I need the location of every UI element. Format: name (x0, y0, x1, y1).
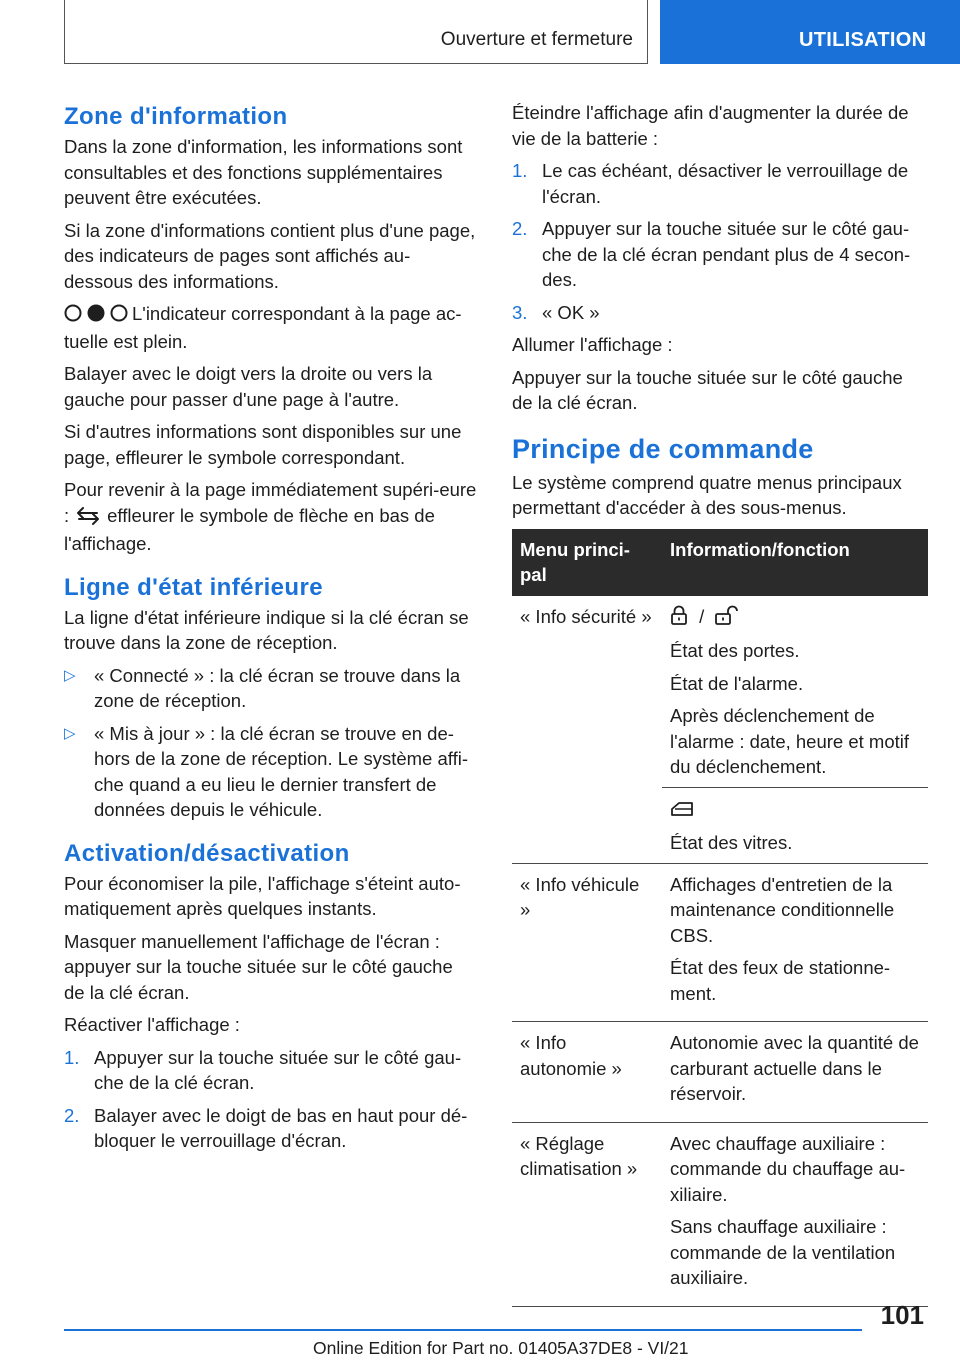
car-window-icon (670, 798, 694, 824)
zone-paragraph-3 (64, 301, 478, 354)
back-arrow-icon (75, 506, 101, 532)
menu-info-vehicule: « Info véhicule » (512, 863, 662, 1022)
zone-paragraph-2: Si la zone d'informations contient plus d'une page, des indicateurs de pages sont affichés au-dessous des informations. (64, 219, 476, 292)
menu-table (512, 529, 928, 1307)
zone-paragraph-6a: Pour revenir à la page immédiatement supéri-eure : (64, 479, 477, 526)
lock-closed-icon (670, 605, 688, 632)
step-number: 2. (64, 1104, 80, 1126)
table-row (512, 1022, 928, 1123)
table-header-row (512, 529, 928, 596)
header-tab-box (660, 0, 960, 64)
list-item: ▷ « Mis à jour » : la clé écran se trouve en de-hors de la zone de réception. Le système affi-che quand a eu lieu le dernier transfert de données depuis le véhicule. (64, 722, 468, 820)
principe-paragraph: Le système comprend quatre menus principaux permettant d'accéder à des sous-menus. (512, 471, 902, 518)
header-chapter-box (64, 0, 648, 64)
list-item: 2. Appuyer sur la touche située sur le côté gau-che de la clé écran pendant plus de 4 secon-des. (512, 218, 911, 290)
step-number: 1. (512, 160, 528, 181)
triangle-bullet-icon: ▷ (64, 724, 76, 742)
eteindre-steps-list (512, 158, 928, 325)
menu-info-autonomie: « Info autonomie » (512, 1022, 662, 1123)
vehicule-line-1: Affichages d'entretien de la maintenance conditionnelle CBS. (670, 873, 895, 946)
vehicule-info-cell (662, 863, 928, 1022)
vitres-sub-cell (662, 787, 928, 856)
clim-line-2: Sans chauffage auxiliaire : commande de la ventilation auxiliaire. (670, 1216, 896, 1288)
table-row (512, 596, 928, 864)
chapter-title: Ouverture et fermeture (440, 29, 633, 50)
vitres-text: État des vitres. (670, 832, 793, 853)
table-row (512, 863, 928, 1022)
right-column (512, 100, 928, 1307)
zone-paragraph-5: Si d'autres informations sont disponibles sur une page, effleurer le symbole correspondant. (64, 421, 462, 468)
allumer-paragraph-2: Appuyer sur la touche située sur le côté gauche de la clé écran. (512, 366, 903, 413)
page-number: 101 (880, 1300, 924, 1330)
lock-open-icon (715, 605, 739, 632)
securite-info-cell (662, 596, 928, 864)
zone-paragraph-4: Balayer avec le doigt vers la droite ou vers la gauche pour passer d'une page à l'autre. (64, 363, 433, 410)
list-item: 1. Appuyer sur la touche située sur le côté gau-che de la clé écran. (64, 1046, 462, 1093)
autonomie-text: Autonomie avec la quantité de carburant actuelle dans le réservoir. (670, 1032, 919, 1104)
act-paragraph-1: Pour économiser la pile, l'affichage s'éteint auto-matiquement après quelques instants. (64, 872, 461, 919)
act-paragraph-3: Réactiver l'affichage : (64, 1014, 240, 1035)
zone-paragraph-3-text: L'indicateur correspondant à la page ac-tuelle est plein. (64, 303, 462, 352)
vehicule-line-2: État des feux de stationne-ment. (670, 957, 891, 1004)
heading-zone-information: Zone d'information (64, 103, 288, 130)
eteindre-paragraph: Éteindre l'affichage afin d'augmenter la durée de vie de la batterie : (512, 102, 909, 149)
list-item: ▷ « Connecté » : la clé écran se trouve dans la zone de réception. (64, 664, 461, 711)
clim-line-1: Avec chauffage auxiliaire : commande du chauffage au-xiliaire. (670, 1132, 906, 1205)
step-number: 1. (64, 1046, 80, 1068)
allumer-paragraph-1: Allumer l'affichage : (512, 334, 673, 355)
ligne-paragraph-1: La ligne d'état inférieure indique si la clé écran se trouve dans la zone de réception. (64, 606, 469, 653)
zone-paragraph-6 (64, 477, 478, 557)
list-item: 1. Le cas échéant, désactiver le verrouillage de l'écran. (512, 160, 909, 207)
menu-reglage-climatisation: « Réglage climatisation » (512, 1122, 662, 1306)
table-row (512, 1122, 928, 1306)
heading-activation: Activation/désactivation (64, 839, 350, 867)
window-icon-line (670, 796, 920, 824)
heading-ligne-etat: Ligne d'état inférieure (64, 573, 323, 601)
act-steps-list (64, 1045, 478, 1154)
ligne-bullet-list (64, 663, 478, 823)
zone-paragraph-1: Dans la zone d'information, les informations sont consultables et des fonctions supplémentaires peuvent être exécutées. (64, 136, 463, 208)
page-indicator-dots-icon (64, 303, 128, 329)
table-header-menu: Menu princi-pal (512, 529, 662, 596)
autonomie-info-cell (662, 1022, 928, 1123)
list-item: 2. Balayer avec le doigt de bas en haut pour dé-bloquer le verrouillage d'écran. (64, 1104, 468, 1151)
left-column (64, 100, 478, 1161)
triangle-bullet-icon: ▷ (64, 666, 76, 684)
securite-line-2: État de l'alarme. (670, 672, 804, 694)
step-number: 3. (512, 301, 528, 323)
securite-line-1: État des portes. (670, 640, 800, 661)
footer-edition: Online Edition for Part no. 01405A37DE8 - VI/21 (313, 1338, 689, 1358)
footer-divider (64, 1329, 862, 1331)
section-tab: UTILISATION (799, 29, 927, 51)
lock-icons-line (670, 604, 920, 632)
table-header-info: Information/fonction (662, 529, 928, 596)
menu-info-securite: « Info sécurité » (512, 596, 662, 864)
heading-principe-commande: Principe de commande (512, 433, 814, 464)
climatisation-info-cell (662, 1122, 928, 1306)
lock-separator: / (699, 605, 705, 627)
list-item: 3. « OK » (512, 300, 928, 326)
zone-paragraph-6b: effleurer le symbole de flèche en bas de l'affichage. (64, 504, 435, 554)
act-paragraph-2: Masquer manuellement l'affichage de l'écran : appuyer sur la touche située sur le côté gauche de la clé écran. (64, 930, 453, 1003)
step-number: 2. (512, 218, 528, 239)
securite-line-3: Après déclenchement de l'alarme : date, heure et motif du déclenchement. (670, 705, 910, 777)
